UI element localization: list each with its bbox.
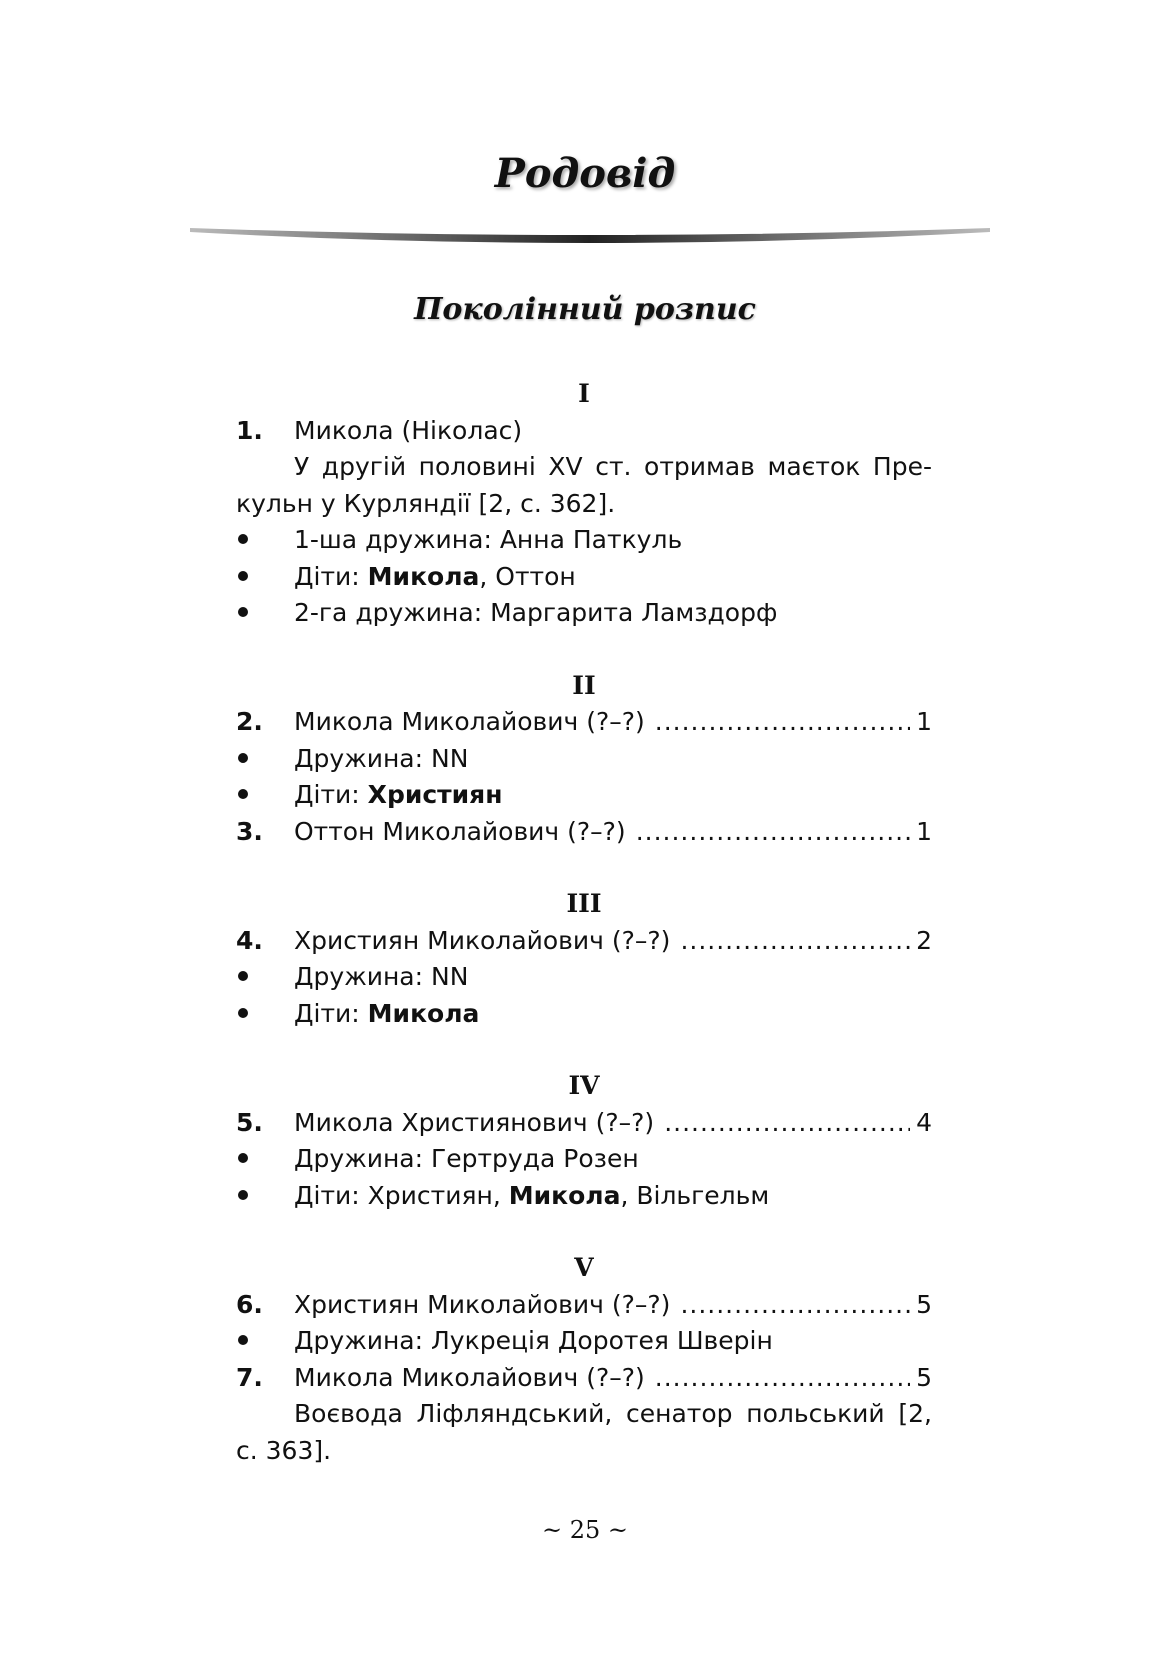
parent-ref: 1 [916,707,932,736]
bullet-icon [238,1335,248,1345]
children-text: Діти: Микола, Оттон [294,561,576,591]
leader-dots [680,1287,910,1324]
person-entry [236,1287,932,1324]
person-note: У другій половині XV ст. отримав маєток Прекульн у Курляндії [2, с. 362]. [236,452,932,518]
children-text: Діти: Християн [294,780,503,809]
leader-dots [655,1360,910,1397]
title-divider [190,228,990,254]
spouse-text: Дружина: NN [294,962,469,991]
children-text: Діти: Християн, Микола, Вільгельм [294,1180,770,1210]
person-number: 5. [236,1107,263,1137]
bullet-item [236,741,932,778]
bullet-item [236,595,932,632]
bullet-item [236,1178,932,1215]
section-title: Поколінний розпис [414,292,756,327]
bullet-item [236,559,932,596]
person-entry [236,413,932,450]
generation-heading: III [566,889,602,918]
generation-heading: I [578,379,590,408]
person-entry [236,704,932,741]
parent-ref: 5 [916,1362,932,1392]
person-name: Християн Миколайович (?–?) [294,1289,671,1319]
bullet-icon [238,753,248,763]
bullet-item [236,522,932,559]
person-entry [236,814,932,851]
genealogy-content [236,376,932,1469]
person-name: Християн Миколайович (?–?) [294,925,671,955]
generation-heading: II [572,670,596,700]
bullet-icon [238,971,248,981]
person-name: Микола (Ніколас) [294,415,523,445]
person-number: 6. [236,1289,263,1319]
leader-dots [664,1105,910,1142]
bullet-item [236,996,932,1033]
bullet-icon [238,1153,248,1163]
parent-ref: 1 [916,816,932,846]
generation-heading: IV [568,1071,600,1100]
spouse-text: Дружина: Гертруда Розен [294,1144,639,1173]
person-number: 1. [236,415,263,445]
bullet-icon [238,571,248,581]
page-number: ~ 25 ~ [541,1516,628,1544]
parent-ref: 2 [916,925,932,955]
person-name: Микола Миколайович (?–?) [294,1362,645,1392]
spouse-text: Дружина: Лукреція Доротея Шверін [294,1326,773,1355]
leader-dots [655,704,910,741]
bullet-item [236,1323,932,1360]
person-entry [236,1105,932,1142]
parent-ref: 4 [916,1107,932,1137]
person-entry [236,1360,932,1397]
person-number: 7. [236,1362,263,1392]
leader-dots [636,814,910,851]
person-number: 3. [236,816,263,846]
person-name: Микола Християнович (?–?) [294,1107,655,1137]
children-text: Діти: Микола [294,998,480,1028]
generation-heading: V [574,1253,594,1282]
bullet-icon [238,534,248,544]
bullet-icon [238,1190,248,1200]
spouse-text: 1-ша дружина: Анна Паткуль [294,525,683,554]
person-name: Оттон Миколайович (?–?) [294,816,626,846]
person-entry [236,923,932,960]
chapter-title: Родовід [494,150,676,197]
leader-dots [680,923,910,960]
spouse-text: Дружина: NN [294,743,469,773]
bullet-icon [238,789,248,799]
person-number: 4. [236,925,263,955]
bullet-item [236,959,932,996]
bullet-icon [238,607,248,617]
bullet-item [236,1141,932,1178]
bullet-item [236,777,932,814]
bullet-icon [238,1008,248,1018]
parent-ref: 5 [916,1289,932,1319]
person-name: Микола Миколайович (?–?) [294,707,645,736]
person-number: 2. [236,707,263,736]
spouse-text: 2-га дружина: Маргарита Ламздорф [294,598,778,627]
person-note: Воєвода Ліфляндський, сенатор польський [2, с. 363]. [236,1399,932,1465]
